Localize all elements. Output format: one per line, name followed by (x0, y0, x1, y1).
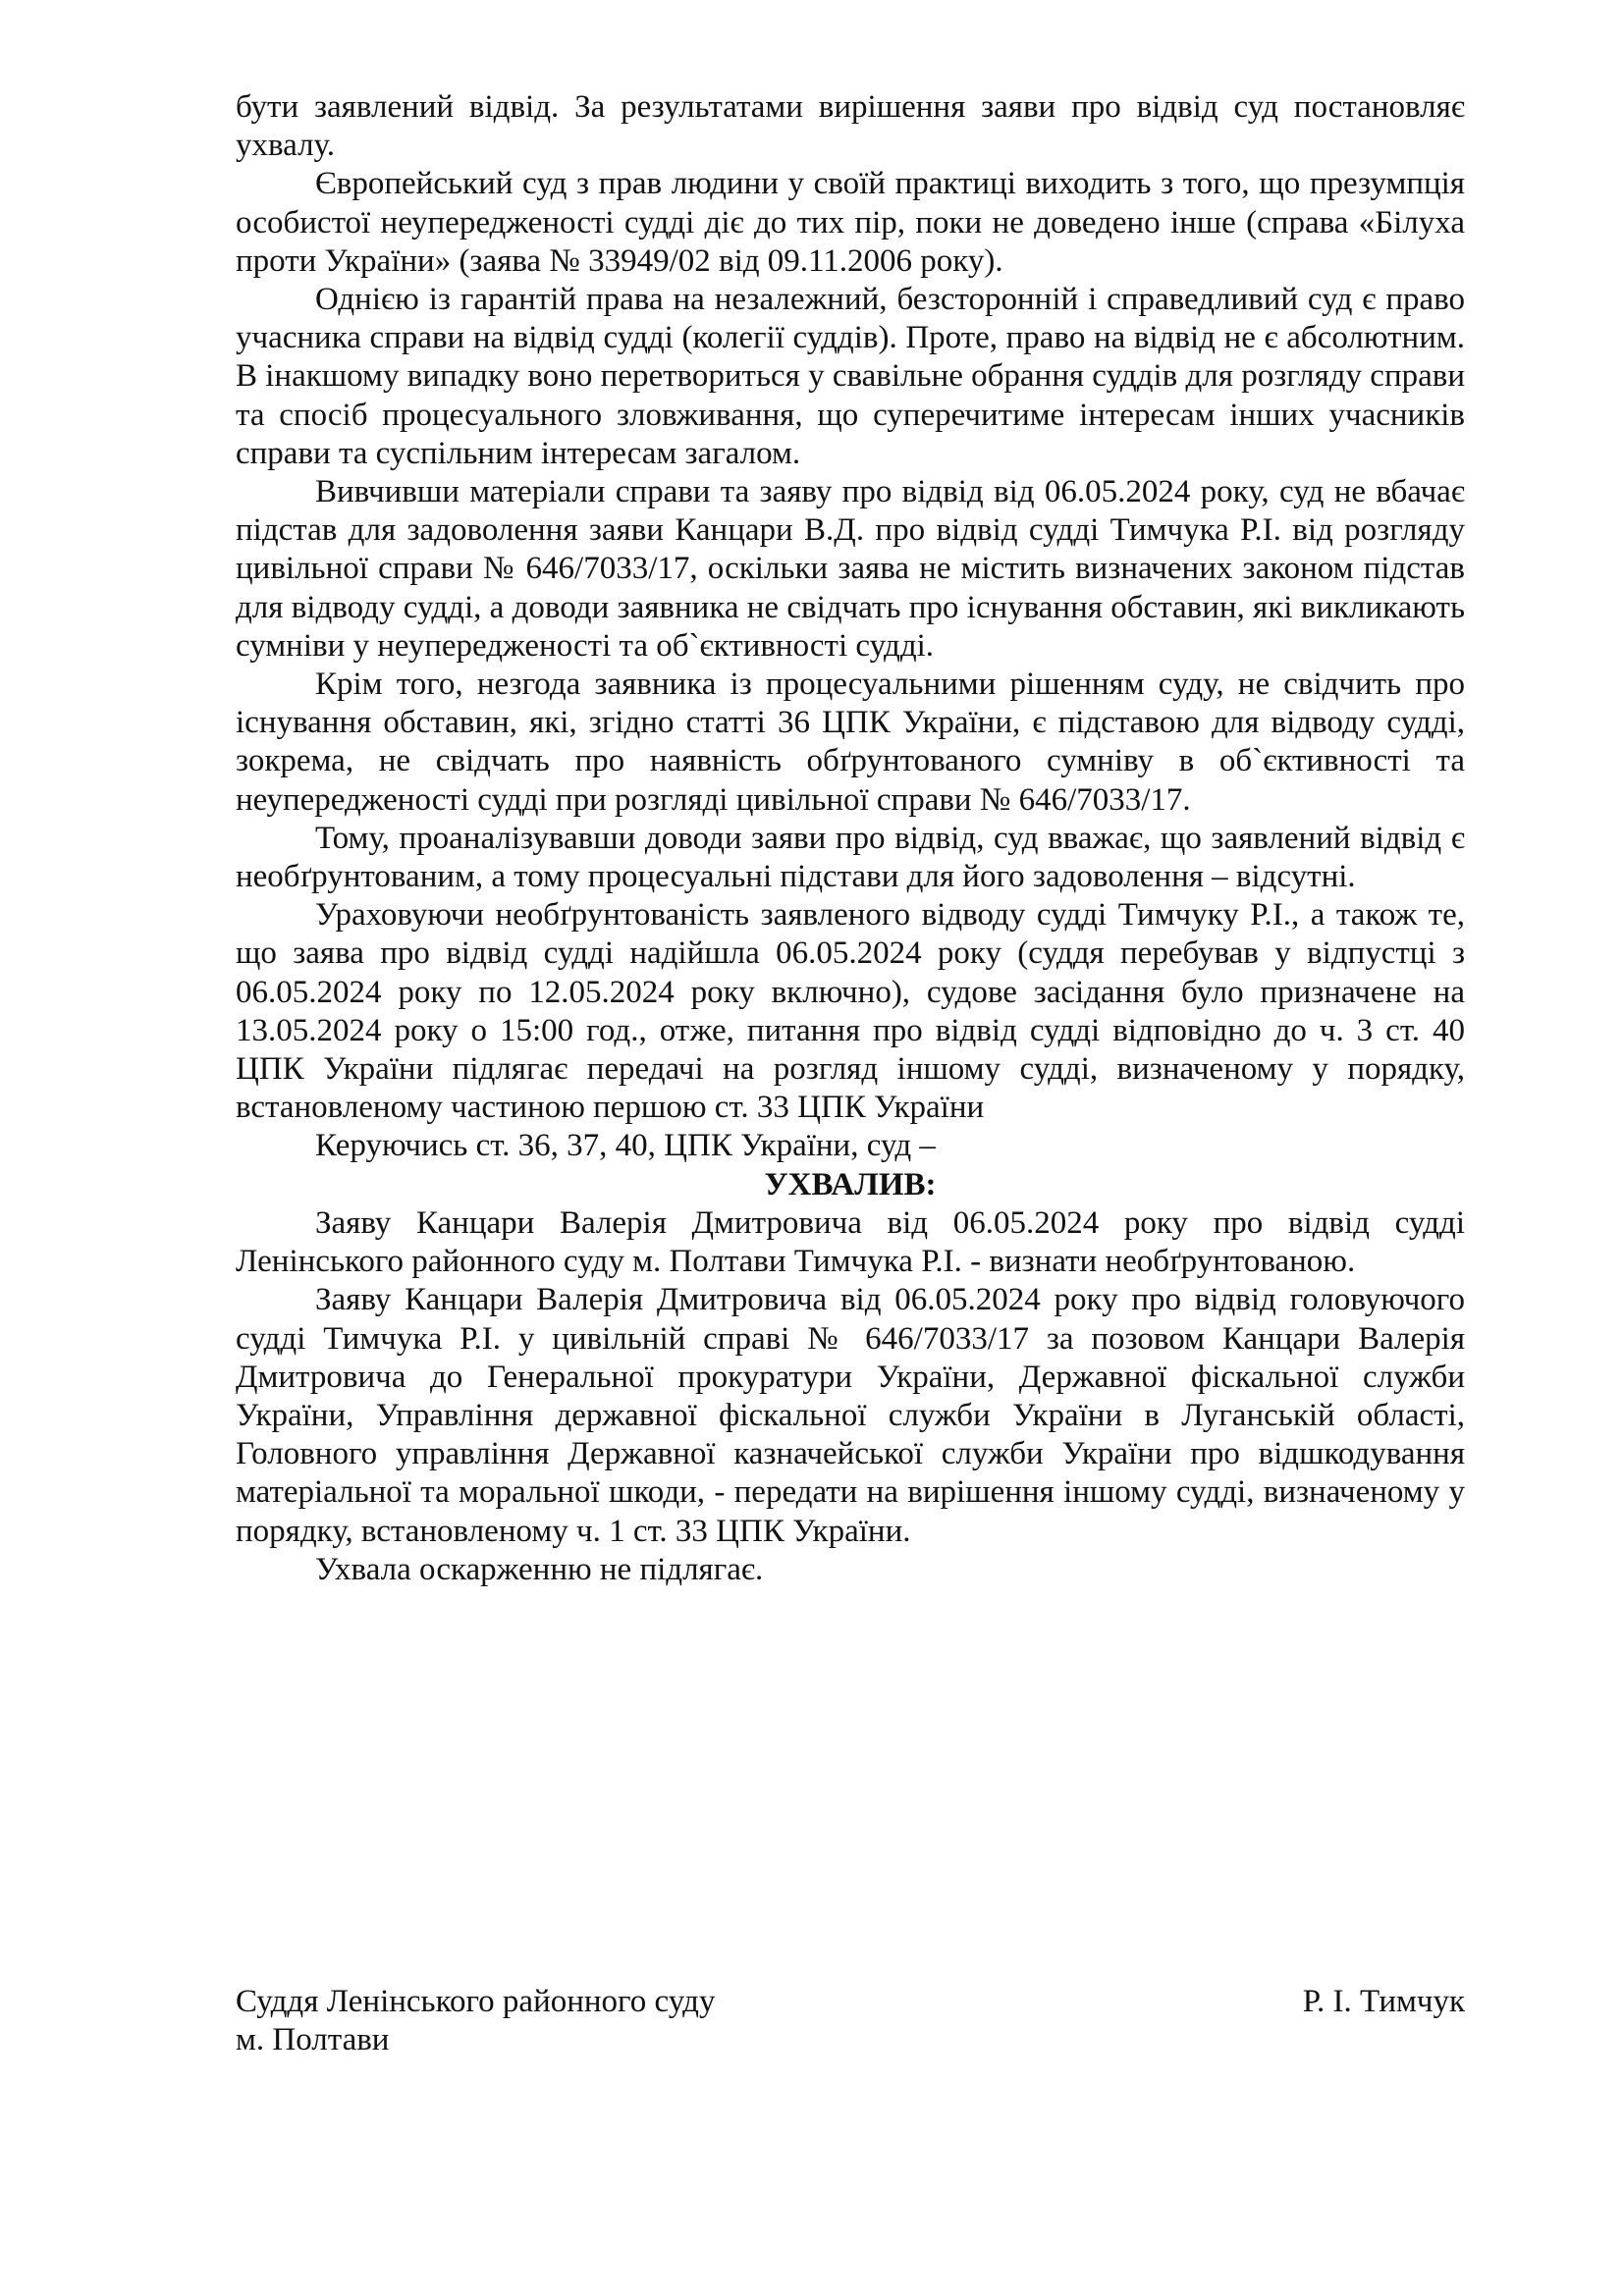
judge-name: Р. І. Тимчук (1302, 1984, 1465, 2019)
paragraph-disagreement: Крім того, незгода заявника із процесуальними рішенням суду, не свідчить про існування обставин, які, згідно статті 36 ЦПК України, є підставою для відводу судді, зокрема, не свідчать про наявність обґрунтованого сумніву в об`єктивності та неупередженості судді при розгляді цивільної справи № 646/7033/17. (236, 667, 1465, 818)
judge-position-line1: Суддя Ленінського районного суду (236, 1984, 716, 2019)
judge-position-line2: м. Полтави (236, 2022, 390, 2058)
resolution-item-transfer: Заяву Канцари Валерія Дмитровича від 06.05.2024 року про відвід головуючого судді Тимчука Р.І. у цивільній справі № 646/7033/17 за позовом Канцари Валерія Дмитровича до Генеральної прокуратури України, Державної фіскальної служби України, Управління державної фіскальної служби України в Луганській області, Головного управління Державної казначейської служби України про відшкодування матеріальної та моральної шкоди, - передати на вирішення іншому судді, визначеному у порядку, встановленому ч. 1 ст. 33 ЦПК України. (236, 1282, 1465, 1549)
paragraph-guarantees: Однією із гарантій права на незалежний, безсторонній і справедливий суд є право учасника справи на відвід судді (колегії суддів). Проте, право на відвід не є абсолютним. В інакшому випадку воно перетвориться у свавільне обрання суддів для розгляду справи та спосіб процесуального зловживання, що суперечитиме інтересам інших учасників справи та суспільним інтересам загалом. (236, 282, 1465, 471)
paragraph-examination: Вивчивши матеріали справи та заяву про відвід від 06.05.2024 року, суд не вбачає підстав для задоволення заяви Канцари В.Д. про відвід судді Тимчука Р.І. від розгляду цивільної справи № 646/7033/17, оскільки заява не містить визначених законом підстав для відводу судді, а доводи заявника не свідчать про існування обставин, які викликають сумніви у неупередженості та об`єктивності судді. (236, 474, 1465, 664)
paragraph-guided-by: Керуючись ст. 36, 37, 40, ЦПК України, суд – (315, 1128, 936, 1164)
resolution-heading: УХВАЛИВ: (764, 1166, 937, 1202)
paragraph-considering: Ураховуючи необґрунтованість заявленого відводу судді Тимчуку Р.І., а також те, що заява про відвід судді надійшла 06.05.2024 року (суддя перебував у відпустці з 06.05.2024 року по 12.05.2024 року включно), судове засідання було призначене на 13.05.2024 року о 15:00 год., отже, питання про відвід судді відповідно до ч. 3 ст. 40 ЦПК України підлягає передачі на розгляд іншому судді, визначеному у порядку, встановленому частиною першою ст. 33 ЦПК України (236, 897, 1465, 1126)
resolution-item-not-appealable: Ухвала оскарженню не підлягає. (315, 1551, 764, 1587)
resolution-item-unfounded: Заяву Канцари Валерія Дмитровича від 06.05.2024 року про відвід судді Ленінського районного суду м. Полтави Тимчука Р.І. - визнати необґрунтованою. (236, 1204, 1465, 1280)
paragraph-conclusion: Тому, проаналізувавши доводи заяви про відвід, суд вважає, що заявлений відвід є необґрунтованим, а тому процесуальні підстави для його задоволення – відсутні. (236, 820, 1465, 895)
paragraph-continuation: бути заявлений відвід. За результатами вирішення заяви про відвід суд постановляє ухвалу. (236, 89, 1465, 164)
judge-position (236, 1983, 923, 2059)
document-body (236, 88, 1465, 1589)
paragraph-echr-practice: Європейський суд з прав людини у своїй практиці виходить з того, що презумпція особистої неупередженості судді діє до тих пір, поки не доведено інше (справа «Білуха проти України» (заява № 33949/02 від 09.11.2006 року). (236, 166, 1465, 279)
